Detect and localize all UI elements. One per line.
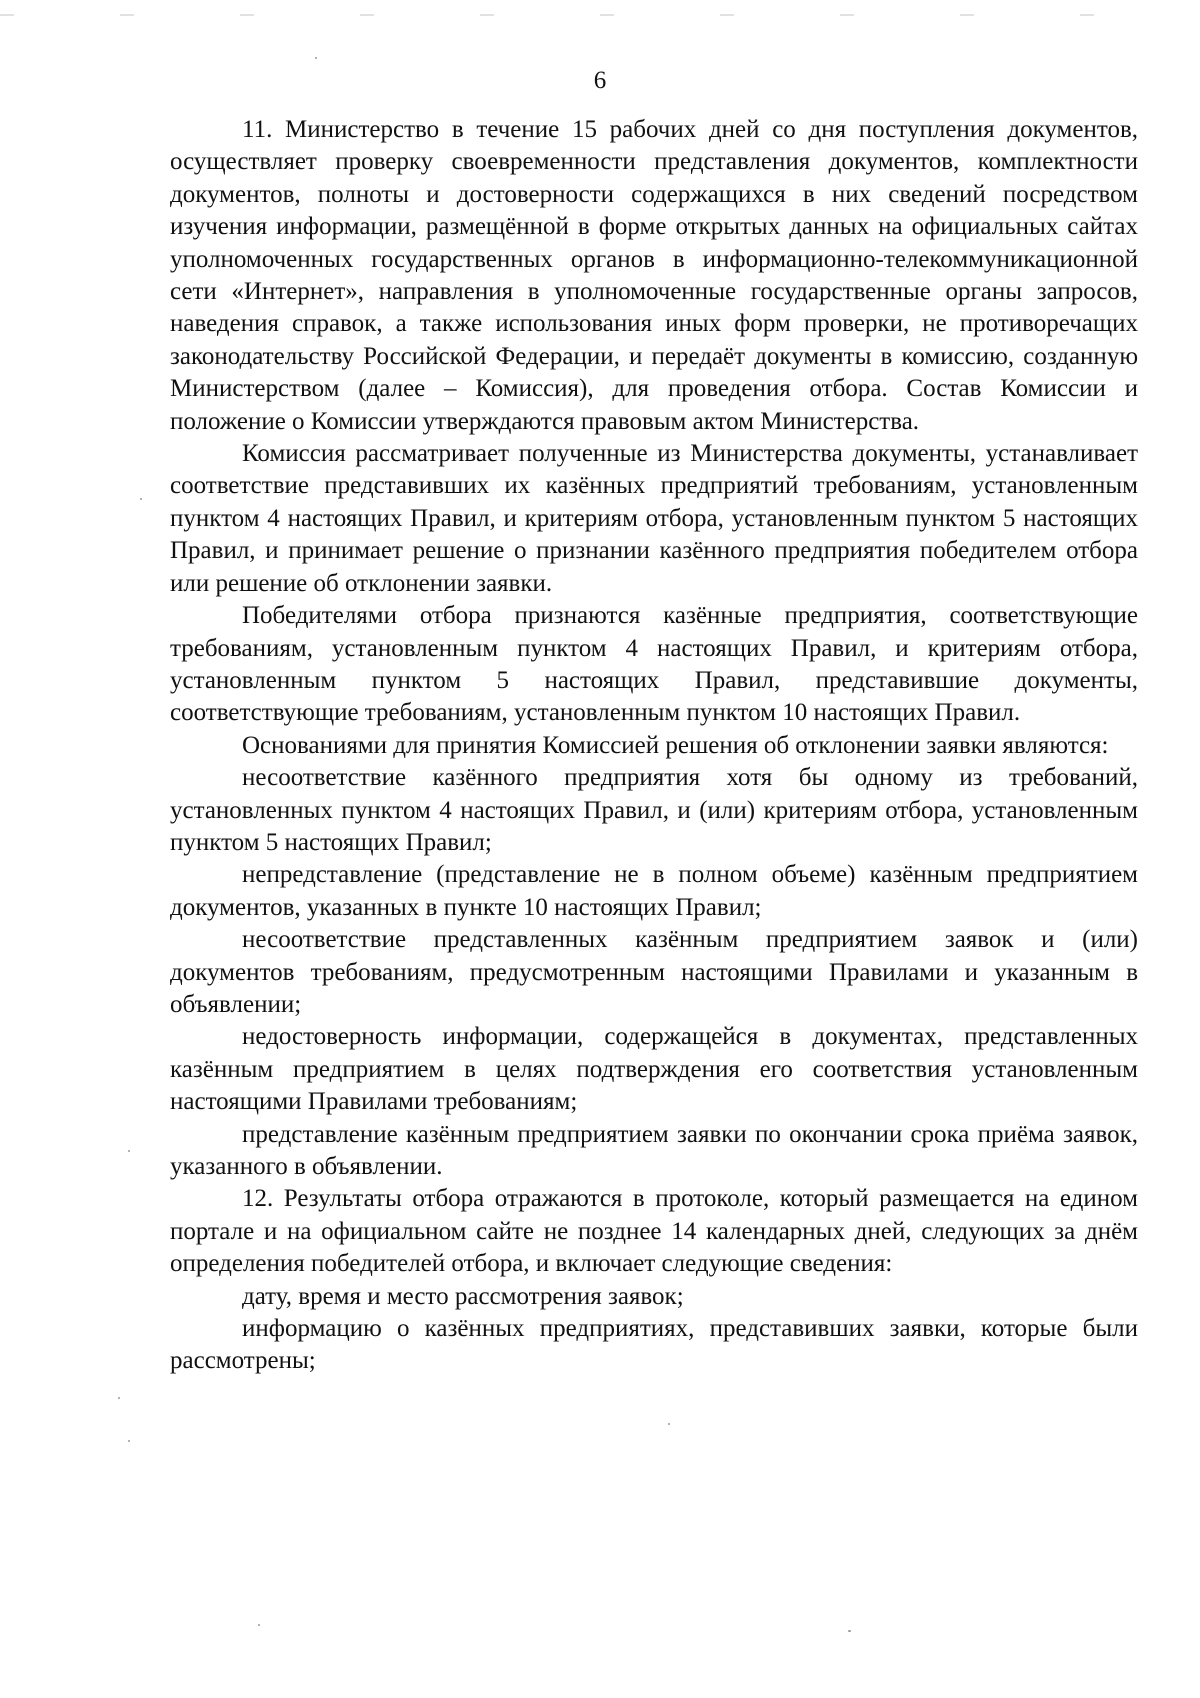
list-item: непредставление (представление не в полном объеме) казённым предприятием документов, указанных в пункте 10 настоящих Правил;: [170, 861, 1138, 921]
page-number: 6: [593, 67, 607, 94]
scan-top-edge: [0, 14, 1200, 16]
paragraph-commission-review: Комиссия рассматривает полученные из Министерства документы, устанавливает соответствие представивших их казённых предприятий требованиям, установленным пунктом 4 настоящих Правил, и критериям отбора, установленным пунктом 5 настоящих Правил, и принимает решение о признании казённого предприятия победителем отбора или решение об отклонении заявки.: [170, 440, 1138, 597]
list-item: недостоверность информации, содержащейся в документах, представленных казённым предприятием в целях подтверждения его соответствия установленным настоящими Правилами требованиям;: [170, 1023, 1138, 1116]
paragraph-rejection-grounds: Основаниями для принятия Комиссией решения об отклонении заявки являются:: [242, 731, 1109, 759]
paragraph-item-12: 12. Результаты отбора отражаются в протоколе, который размещается на едином портале и на официальном сайте не позднее 14 календарных дней, следующих за днём определения победителей отбора, и включает следующие сведения:: [170, 1185, 1138, 1278]
paragraph-item-11: 11. Министерство в течение 15 рабочих дней со дня поступления документов, осуществляет проверку своевременности представления документов, комплектности документов, полноты и достоверности содержащихся в них сведений посредством изучения информации, размещённой в форме открытых данных на официальных сайтах уполномоченных государственных органов в информационно-телекоммуникационной сети «Интернет», направления в уполномоченные государственные органы запросов, наведения справок, а также использования иных форм проверки, не противоречащих законодательству Российской Федерации, и передаёт документы в комиссию, созданную Министерством (далее – Комиссия), для проведения отбора. Состав Комиссии и положение о Комиссии утверждаются правовым актом Министерства.: [170, 116, 1138, 435]
paragraph-winners: Победителями отбора признаются казённые предприятия, соответствующие требованиям, установленным пунктом 4 настоящих Правил, и критериям отбора, установленным пунктом 5 настоящих Правил, представившие документы, соответствующие требованиям, установленным пунктом 10 настоящих Правил.: [170, 602, 1138, 727]
list-item: дату, время и место рассмотрения заявок;: [242, 1282, 684, 1310]
list-item: несоответствие казённого предприятия хотя бы одному из требований, установленных пунктом 4 настоящих Правил, и (или) критериям отбора, установленным пунктом 5 настоящих Правил;: [170, 764, 1138, 856]
document-body: [170, 114, 1138, 1378]
list-item: представление казённым предприятием заявки по окончании срока приёма заявок, указанного в объявлении.: [170, 1120, 1138, 1180]
list-item: информацию о казённых предприятиях, представивших заявки, которые были рассмотрены;: [170, 1315, 1138, 1375]
list-item: несоответствие представленных казённым предприятием заявок и (или) документов требованиям, предусмотренным настоящими Правилами и указанным в объявлении;: [170, 926, 1138, 1018]
